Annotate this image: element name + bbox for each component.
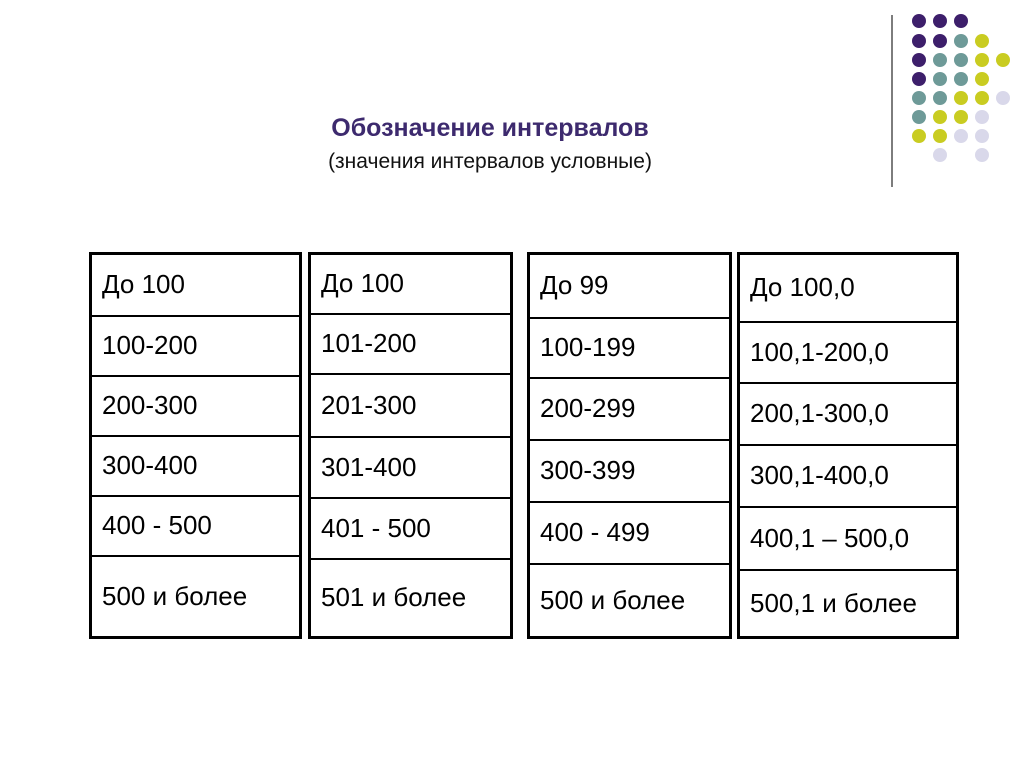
dot [975, 91, 989, 105]
table-row [739, 254, 958, 322]
dot [996, 91, 1010, 105]
dot [912, 129, 926, 143]
interval-cell: 400 - 500 [91, 496, 301, 556]
interval-table-1 [89, 252, 302, 639]
table-row [310, 437, 512, 498]
dot [954, 72, 968, 86]
interval-cell: 500,1 и более [739, 570, 958, 638]
table-row [529, 564, 731, 638]
divider-line [891, 15, 893, 187]
dot [933, 91, 947, 105]
dot [975, 53, 989, 67]
table-row [529, 440, 731, 502]
dot [912, 110, 926, 124]
interval-cell: 101-200 [310, 314, 512, 374]
dot [933, 53, 947, 67]
slide-subtitle: (значения интервалов условные) [328, 150, 652, 173]
dot [954, 110, 968, 124]
dot [912, 34, 926, 48]
dot [933, 148, 947, 162]
interval-cell: 400,1 – 500,0 [739, 507, 958, 570]
table-row [91, 376, 301, 436]
interval-table-4 [737, 252, 959, 639]
table-row [739, 445, 958, 507]
dot [954, 91, 968, 105]
table-row [310, 374, 512, 437]
interval-cell: 100-200 [91, 316, 301, 376]
table-row [529, 254, 731, 318]
dot [975, 110, 989, 124]
dot [933, 72, 947, 86]
interval-cell: 300-400 [91, 436, 301, 496]
interval-cell: До 100 [310, 254, 512, 314]
dot [912, 53, 926, 67]
interval-cell: 200-300 [91, 376, 301, 436]
interval-cell: 300-399 [529, 440, 731, 502]
interval-cell: 501 и более [310, 559, 512, 638]
dot [975, 148, 989, 162]
slide-title: Обозначение интервалов [331, 114, 649, 142]
dot [912, 14, 926, 28]
table-row [91, 556, 301, 638]
interval-cell: До 100 [91, 254, 301, 316]
table-row [310, 254, 512, 314]
dot [975, 129, 989, 143]
dot [996, 53, 1010, 67]
table-row [739, 322, 958, 383]
table-row [91, 436, 301, 496]
dot [954, 53, 968, 67]
table-row [310, 314, 512, 374]
table-row [310, 498, 512, 559]
interval-cell: 100,1-200,0 [739, 322, 958, 383]
interval-cell: До 100,0 [739, 254, 958, 322]
interval-cell: 201-300 [310, 374, 512, 437]
interval-table-2 [308, 252, 513, 639]
table-row [739, 570, 958, 638]
dot [933, 129, 947, 143]
table-row [310, 559, 512, 638]
table-row [529, 318, 731, 378]
dot [912, 91, 926, 105]
interval-cell: 500 и более [529, 564, 731, 638]
dot [975, 34, 989, 48]
table-row [739, 507, 958, 570]
dot [912, 72, 926, 86]
interval-cell: 301-400 [310, 437, 512, 498]
interval-cell: 200-299 [529, 378, 731, 440]
dot [933, 14, 947, 28]
dot [933, 110, 947, 124]
interval-cell: До 99 [529, 254, 731, 318]
table-row [529, 378, 731, 440]
interval-cell: 200,1-300,0 [739, 383, 958, 445]
dot [975, 72, 989, 86]
dot [954, 34, 968, 48]
table-row [91, 496, 301, 556]
dot [954, 129, 968, 143]
interval-cell: 300,1-400,0 [739, 445, 958, 507]
interval-cell: 100-199 [529, 318, 731, 378]
interval-cell: 500 и более [91, 556, 301, 638]
interval-table-3 [527, 252, 732, 639]
interval-cell: 401 - 500 [310, 498, 512, 559]
table-row [91, 254, 301, 316]
table-row [529, 502, 731, 564]
dot [933, 34, 947, 48]
table-row [91, 316, 301, 376]
table-row [739, 383, 958, 445]
interval-cell: 400 - 499 [529, 502, 731, 564]
dot [954, 14, 968, 28]
